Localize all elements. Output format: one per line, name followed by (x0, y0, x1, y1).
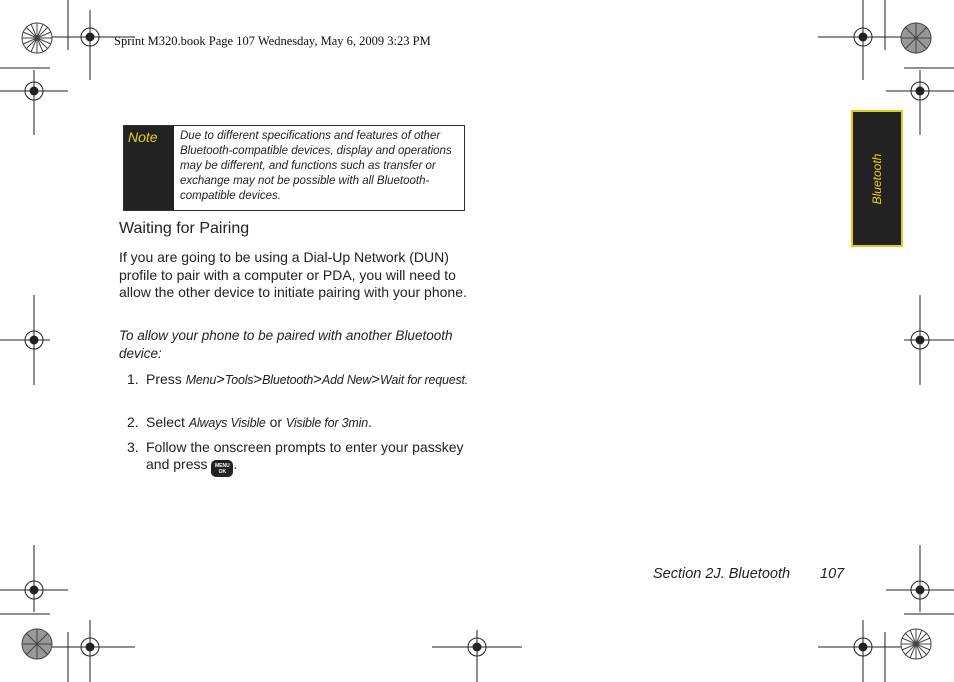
step-number: 1. (127, 371, 139, 387)
section-heading: Waiting for Pairing (119, 220, 250, 237)
separator: > (313, 371, 322, 388)
step-3 (127, 439, 472, 475)
menu-path-wait-for-request: Wait for request. (380, 373, 469, 387)
page-footer (653, 566, 844, 582)
menu-path-bluetooth: Bluetooth (262, 373, 314, 387)
separator: > (253, 371, 263, 388)
step-number: 2. (127, 414, 139, 430)
step-prefix: Select (146, 414, 185, 430)
menu-ok-key-icon: MENU OK (211, 460, 233, 477)
step-1 (127, 371, 472, 407)
step-2 (127, 414, 472, 432)
step-end: . (367, 414, 372, 430)
step-text (146, 414, 472, 432)
footer-section: Section 2J. Bluetooth (653, 566, 791, 582)
separator: > (216, 371, 225, 388)
step-or: or (269, 414, 283, 430)
option-always-visible: Always Visible (188, 416, 266, 430)
step-prefix: Press (146, 371, 182, 387)
note-text: Due to different specifications and features of other Bluetooth-compatible devices, display and operations may be different, and functions such as transfer or exchange may not be possible with all Bluetooth-compatible devices. (180, 130, 452, 202)
chapter-side-tab (851, 110, 903, 247)
step-text (146, 371, 472, 389)
book-slug-header: Sprint M320.book Page 107 Wednesday, May 6, 2009 3:23 PM (114, 34, 431, 48)
note-box (123, 125, 465, 211)
menu-path-tools: Tools (224, 373, 254, 387)
page-number: 107 (820, 566, 845, 582)
step-body: Follow the onscreen prompts to enter your passkey and press (146, 439, 464, 472)
note-label: Note (124, 126, 174, 210)
step-text (146, 439, 472, 477)
menu-path-menu: Menu (185, 373, 217, 387)
step-number: 3. (127, 439, 139, 455)
procedure-intro: To allow your phone to be paired with another Bluetooth device: (119, 328, 453, 361)
separator: > (371, 371, 380, 388)
menu-path-add-new: Add New (321, 373, 372, 387)
option-visible-3min: Visible for 3min (285, 416, 368, 430)
step-end: . (233, 456, 238, 472)
chapter-side-tab-label: Bluetooth (870, 153, 884, 204)
body-paragraph: If you are going to be using a Dial-Up Network (DUN) profile to pair with a computer or PDA, you will need to allow the other device to initiate pairing with your phone. (119, 249, 467, 300)
